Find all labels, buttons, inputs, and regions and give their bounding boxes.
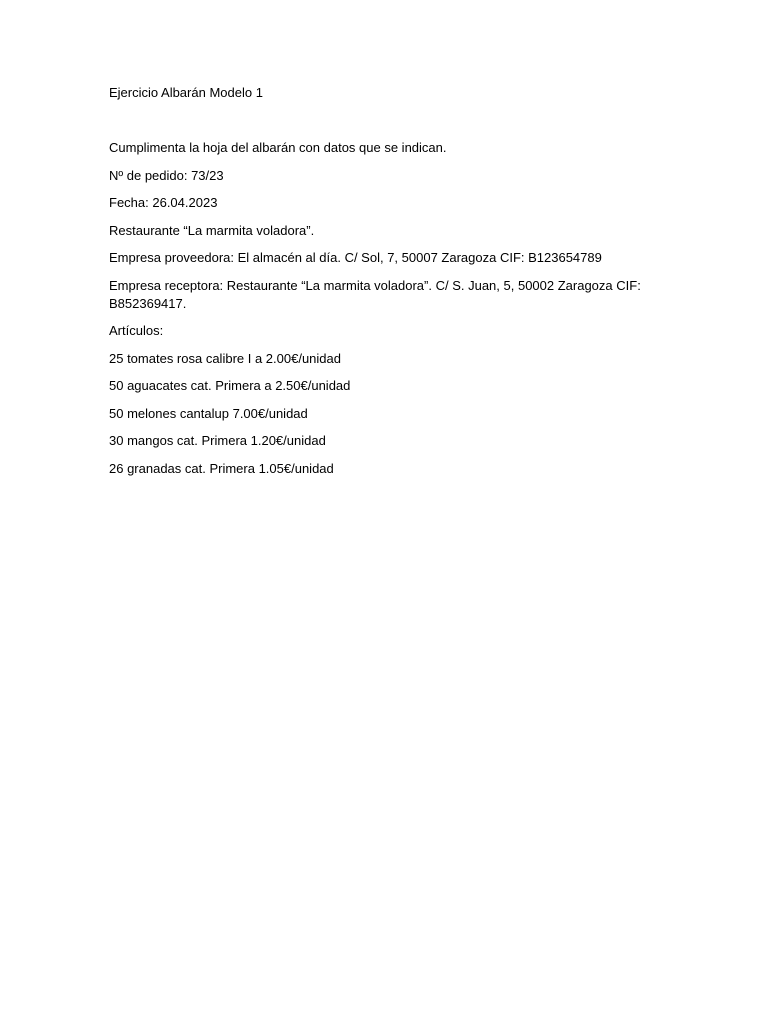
document-title: Ejercicio Albarán Modelo 1: [109, 85, 263, 100]
list-item: 50 melones cantalup 7.00€/unidad: [109, 405, 308, 421]
list-item: 26 granadas cat. Primera 1.05€/unidad: [109, 460, 334, 476]
receiver-info: Empresa receptora: Restaurante “La marmita voladora”. C/ S. Juan, 5, 50002 Zaragoza CIF: B852369417.: [109, 277, 641, 311]
items-list: [109, 350, 649, 478]
items-heading: Artículos:: [109, 323, 164, 338]
instruction-text: Cumplimenta la hoja del albarán con datos que se indican.: [109, 140, 447, 155]
list-item: 25 tomates rosa calibre I a 2.00€/unidad: [109, 350, 341, 366]
list-item: 50 aguacates cat. Primera a 2.50€/unidad: [109, 378, 351, 393]
order-date: Fecha: 26.04.2023: [109, 195, 218, 210]
supplier-info: Empresa proveedora: El almacén al día. C/ Sol, 7, 50007 Zaragoza CIF: B123654789: [109, 250, 602, 265]
order-number: Nº de pedido: 73/23: [109, 167, 224, 183]
list-item: 30 mangos cat. Primera 1.20€/unidad: [109, 433, 326, 448]
restaurant-name: Restaurante “La marmita voladora”.: [109, 222, 315, 238]
document-body: [109, 84, 649, 487]
